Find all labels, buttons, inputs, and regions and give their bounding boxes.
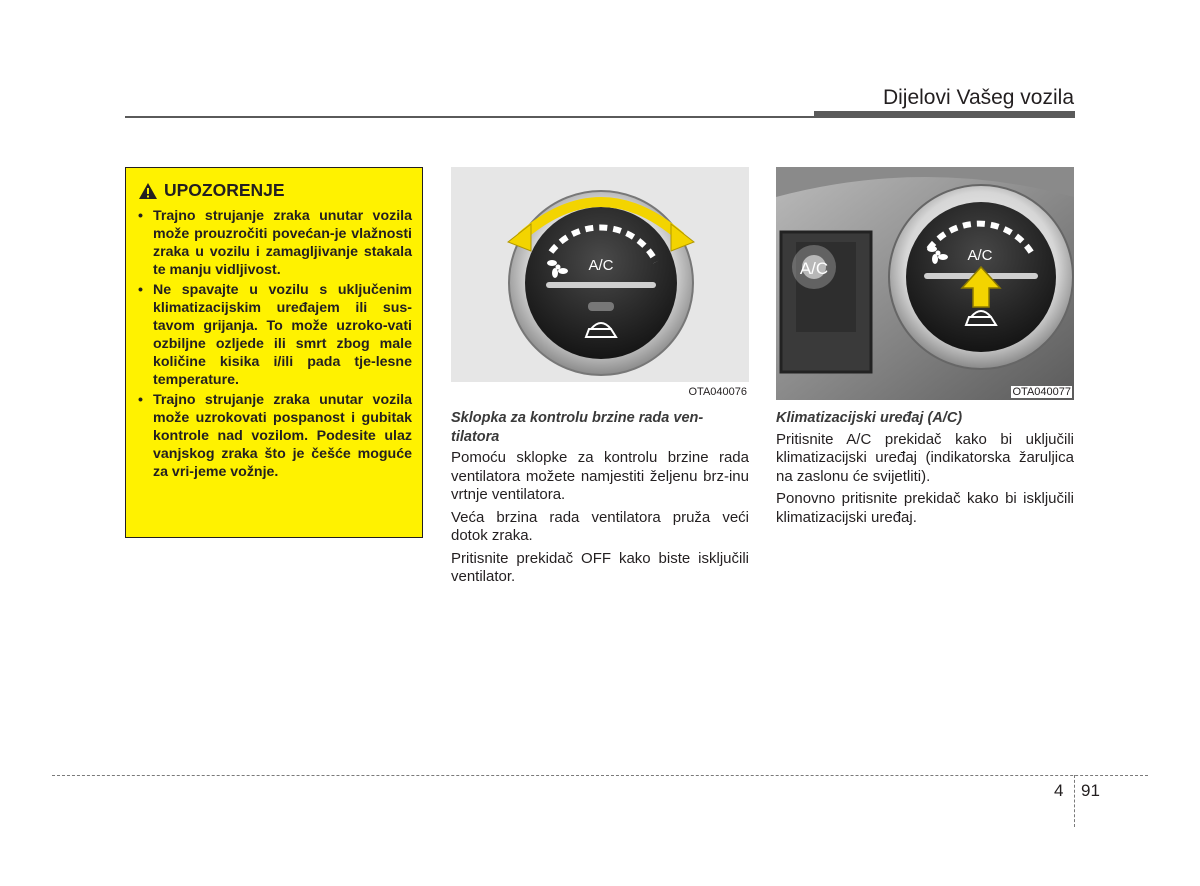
ac-button-figure [776,167,1074,400]
footer-page-separator [1074,775,1075,827]
warning-box [125,167,423,538]
header-divider [125,116,825,118]
fan-speed-paragraph: Veća brzina rada ventilatora pruža veći dotok zraka. [451,508,749,544]
dial-ac-label: A/C [588,257,614,274]
dial-ac-label: A/C [967,247,993,264]
ac-paragraph: Pritisnite A/C prekidač kako bi uključili klimatizacijski uređaj (indikatorska žaruljica na zaslonu će svijetliti). [776,430,1074,485]
page-number: 91 [1081,781,1100,800]
ac-section [776,409,1074,531]
ac-button-illustration [776,167,1074,400]
warning-triangle-icon [138,182,158,200]
fan-speed-dial-figure [451,167,749,400]
fan-speed-section [451,409,749,591]
display-ac-indicator: A/C [799,259,829,278]
page-header-title: Dijelovi Vašeg vozila [882,86,1074,109]
chapter-number: 4 [1054,781,1064,800]
warning-item: • Trajno strujanje zraka unutar vozila može prouzročiti povećan-je vlažnosti zraka u vozilu i zamagljivanje stakala te manju vidljivost. [138,207,412,279]
warning-item: • Trajno strujanje zraka unutar vozila može uzrokovati pospanost i gubitak kontrole nad vozilom. Podesite ulaz vanjskog zraka što je češće moguće za vri-jeme vožnje. [138,391,412,481]
warning-item: • Ne spavajte u vozilu s uključenim klimatizacijskim uređajem ili sus-tavom grijanja. To može uzroko-vati ozbiljne ozljede ili smrt zbog male količine kisika i/ili pada tje-lesne temperature. [138,281,412,389]
ac-heading: Klimatizacijski uređaj (A/C) [776,410,963,426]
warning-title: UPOZORENJE [164,180,285,200]
warning-heading [138,180,412,201]
fan-dial-illustration [451,167,749,400]
figure-code: OTA040077 [1012,386,1071,398]
header-tab-bar [814,111,1075,118]
figure-code: OTA040076 [688,386,747,398]
fan-speed-paragraph: Pritisnite prekidač OFF kako biste isključili ventilator. [451,549,749,585]
footer-divider [52,775,1148,776]
fan-speed-paragraph: Pomoću sklopke za kontrolu brzine rada ventilatora možete namjestiti željenu brz-inu vrtnje ventilatora. [451,449,749,503]
fan-speed-heading: Sklopka za kontrolu brzine rada ven-tilatora [451,410,704,445]
warning-list [138,207,412,481]
ac-paragraph: Ponovno pritisnite prekidač kako bi isključili klimatizacijski uređaj. [776,490,1074,526]
